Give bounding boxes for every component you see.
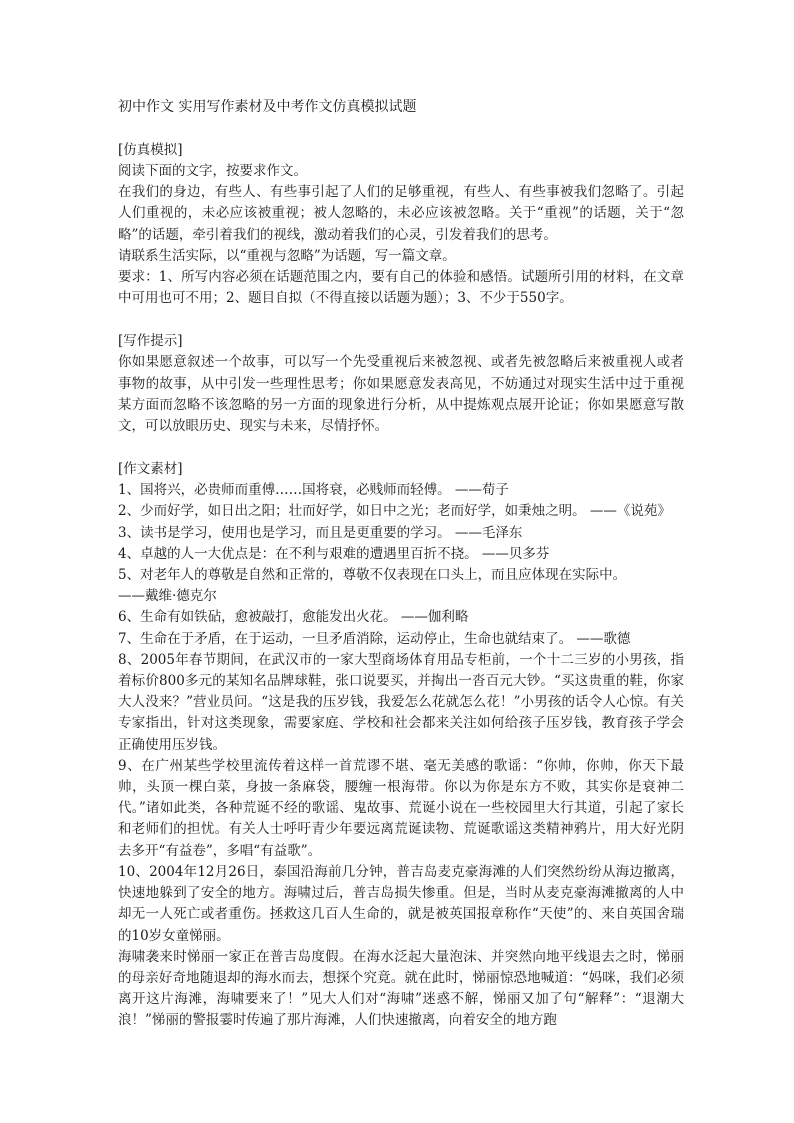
- material-item: 4、卓越的人一大优点是：在不利与艰难的遭遇里百折不挠。 ——贝多芬: [118, 545, 550, 562]
- simulation-paragraph: 阅读下面的文字，按要求作文。: [118, 163, 307, 179]
- material-item: 1、国将兴，必贵师而重傅……国将衰，必贱师而轻傅。 ——荀子: [118, 482, 509, 499]
- material-item: 8、2005年春节期间，在武汉市的一家大型商场体育用品专柜前，一个十二三岁的小男孩，指着标价800多元的某知名品牌球鞋，张口说要买，并掏出一沓百元大钞。“买这贵重的鞋，你家大人没来？”营业员问。“这是我的压岁钱，我爱怎么花就怎么花！”小男孩的话令人心惊。有关专家指出，针对这类现象，需要家庭、学校和社会都来关注如何给孩子压岁钱，教育孩子学会正确使用压岁钱。: [118, 651, 684, 753]
- simulation-paragraph: 在我们的身边，有些人、有些事引起了人们的足够重视，有些人、有些事被我们忽略了。引起人们重视的，未必应该被重视；被人忽略的，未必应该被忽略。关于“重视”的话题，关于“忽略”的话题，牵引着我们的视线，激动着我们的心灵，引发着我们的思考。: [118, 184, 684, 243]
- hints-section: [118, 331, 684, 437]
- material-item: 海啸袭来时悌丽一家正在普吉岛度假。在海水泛起大量泡沫、并突然向地平线退去之时，悌丽的母亲好奇地随退却的海水而去，想探个究竟。就在此时，悌丽惊恐地喊道：“妈咪，我们必须离开这片海滩，海啸要来了！”见大人们对“海啸”迷惑不解，悌丽又加了句“解释”：“退潮大浪！”悌丽的警报霎时传遍了那片海滩，人们快速撤离，向着安全的地方跑: [118, 948, 684, 1029]
- hints-paragraph: 你如果愿意叙述一个故事，可以写一个先受重视后来被忽视、或者先被忽略后来被重视人或者事物的故事，从中引发一些理性思考；你如果愿意发表高见，不妨通过对现实生活中过于重视某方面而忽略不该忽略的另一方面的现象进行分析，从中提炼观点展开论证；你如果愿意写散文，可以放眼历史、现实与未来，尽情抒怀。: [118, 354, 684, 435]
- materials-section: [118, 459, 684, 1031]
- simulation-paragraph: 要求：1、所写内容必须在话题范围之内，要有自己的体验和感悟。试题所引用的材料，在文章中可用也可不用；2、题目自拟（不得直接以话题为题）；3、不少于550字。: [118, 269, 684, 307]
- simulation-paragraph: 请联系生活实际，以“重视与忽略”为话题，写一篇文章。: [118, 247, 456, 264]
- material-item: 3、读书是学习，使用也是学习，而且是更重要的学习。 ——毛泽东: [118, 524, 523, 541]
- material-item: 5、对老年人的尊敬是自然和正常的，尊敬不仅表现在口头上，而且应体现在实际中。: [118, 567, 627, 584]
- material-item: 6、生命有如铁砧，愈被敲打，愈能发出火花。 ——伽利略: [118, 609, 469, 626]
- simulation-heading: [仿真模拟]: [118, 142, 183, 158]
- material-item: 2、少而好学，如日出之阳；壮而好学，如日中之光；老而好学，如秉烛之明。 ——《说苑》: [118, 503, 671, 520]
- simulation-section: [118, 140, 684, 309]
- material-attribution: ——戴维·德克尔: [118, 588, 217, 605]
- material-item: 7、生命在于矛盾，在于运动，一旦矛盾消除，运动停止，生命也就结束了。 ——歌德: [118, 630, 631, 647]
- document-page: [118, 96, 684, 1054]
- material-item: 10、2004年12月26日，泰国沿海前几分钟，普吉岛麦克豪海滩的人们突然纷纷从海边撤离，快速地躲到了安全的地方。海啸过后，普吉岛损失惨重。但是，当时从麦克豪海滩撤离的人中却无一人死亡或者重伤。拯救这几百人生命的，就是被英国报章称作“天使”的、来自英国舍瑞的10岁女童悌丽。: [118, 863, 684, 944]
- document-title: 初中作文 实用写作素材及中考作文仿真模拟试题: [118, 99, 417, 115]
- hints-heading: [写作提示]: [118, 333, 183, 350]
- materials-heading: [作文素材]: [118, 461, 183, 478]
- material-item: 9、在广州某些学校里流传着这样一首荒谬不堪、毫无美感的歌谣：“你帅，你帅，你天下最帅，头顶一棵白菜，身披一条麻袋，腰缠一根海带。你以为你是东方不败，其实你是衰神二代。”诸如此类，各种荒诞不经的歌谣、鬼故事、荒诞小说在一些校园里大行其道，引起了家长和老师们的担忧。有关人士呼吁青少年要远离荒诞读物、荒诞歌谣这类精神鸦片，用大好光阴去多开“有益卷”，多唱“有益歌”。: [118, 757, 684, 859]
